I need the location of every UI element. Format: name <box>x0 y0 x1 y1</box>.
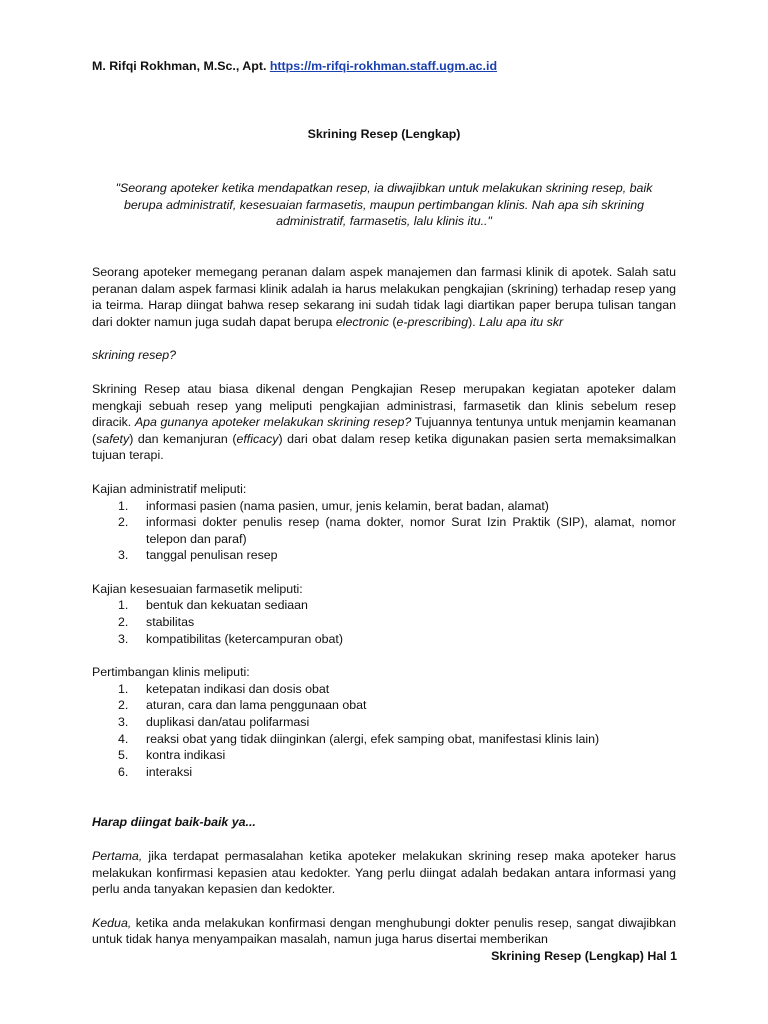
list-item: 6. interaksi <box>118 764 193 779</box>
list-item: 3. kompatibilitas (ketercampuran obat) <box>118 631 343 646</box>
list-item: 3. duplikasi dan/atau polifarmasi <box>118 715 310 730</box>
list-item: 2. informasi dokter penulis resep (nama dokter, nomor Surat Izin Praktik (SIP), alamat, nomor telepon dan paraf) <box>118 515 676 546</box>
page-footer: Skrining Resep (Lengkap) Hal 1 <box>491 949 677 963</box>
author-header <box>92 58 676 75</box>
klinis-heading: Pertimbangan klinis meliputi: <box>92 665 250 680</box>
reminder-heading: Harap diingat baik-baik ya... <box>92 815 256 830</box>
farmasetik-heading: Kajian kesesuaian farmasetik meliputi: <box>92 581 303 596</box>
paragraph-pertama: Pertama, jika terdapat permasalahan ketika apoteker melakukan skrining resep maka apoteker harus melakukan konfirmasi kepasien atau kedokter. Yang perlu diingat adalah bedakan antara informasi yang perlu anda tanyakan kepasien dan kedokter. <box>92 849 676 897</box>
document-page <box>92 58 676 948</box>
paragraph-intro: Seorang apoteker memegang peranan dalam aspek manajemen dan farmasi klinik di apotek. Salah satu peranan dalam aspek farmasi klinik adalah ia harus melakukan pengkajian (skrining) terhadap resep yang ia teirma. Harap diingat bahwa resep sekarang ini sudah tidak lagi diartikan paper berupa tulisan tangan dari dokter namun juga sudah dapat berupa electronic (e-prescribing). Lalu apa itu skr <box>92 264 676 329</box>
admin-list <box>92 498 676 564</box>
paragraph-intro-continued: skrining resep? <box>92 348 177 363</box>
list-item: 2. aturan, cara dan lama penggunaan obat <box>118 698 367 713</box>
author-website-link[interactable]: https://m-rifqi-rokhman.staff.ugm.ac.id <box>269 59 498 73</box>
klinis-list <box>92 681 676 781</box>
list-item: 4. reaksi obat yang tidak diinginkan (alergi, efek samping obat, manifestasi klinis lain) <box>118 731 600 746</box>
list-item: 3. tanggal penulisan resep <box>118 548 278 563</box>
paragraph-definition: Skrining Resep atau biasa dikenal dengan Pengkajian Resep merupakan kegiatan apoteker dalam mengkaji sebuah resep yang meliputi pengkajian administrasi, farmasetik dan klinis sebelum resep diracik. Apa gunanya apoteker melakukan skrining resep? Tujuannya tentunya untuk menjamin keamanan (safety) dan kemanjuran (efficacy) dari obat dalam resep ketika digunakan pasien serta memaksimalkan tujuan terapi. <box>92 381 676 463</box>
list-item: 1. ketepatan indikasi dan dosis obat <box>118 681 330 696</box>
intro-quote: "Seorang apoteker ketika mendapatkan resep, ia diwajibkan untuk melakukan skrining resep, baik berupa administratif, kesesuaian farmasetis, maupun pertimbangan klinis. Nah apa sih skrining administratif, farmasetis, lalu klinis itu.." <box>115 181 653 229</box>
paragraph-kedua: Kedua, ketika anda melakukan konfirmasi dengan menghubungi dokter penulis resep, sangat diwajibkan untuk tidak hanya menyampaikan masalah, namun juga harus disertai memberikan <box>92 915 676 947</box>
list-item: 5. kontra indikasi <box>118 748 226 763</box>
list-item: 1. bentuk dan kekuatan sediaan <box>118 598 308 613</box>
page-title: Skrining Resep (Lengkap) <box>307 126 461 141</box>
farmasetik-list <box>92 597 676 647</box>
list-item: 2. stabilitas <box>118 615 195 630</box>
list-item: 1. informasi pasien (nama pasien, umur, jenis kelamin, berat badan, alamat) <box>118 498 549 513</box>
admin-heading: Kajian administratif meliputi: <box>92 481 247 496</box>
author-name: M. Rifqi Rokhman, M.Sc., Apt. <box>92 59 270 73</box>
